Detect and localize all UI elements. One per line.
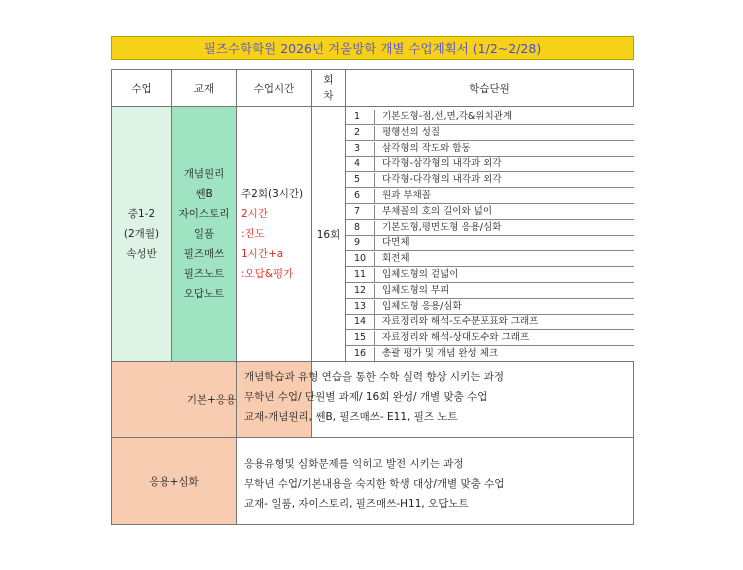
unit-number: 12: [354, 284, 367, 296]
textbook-item: 일품: [193, 228, 215, 240]
unit-divider: [374, 300, 375, 314]
unit-title: 부채꼴의 호의 길이와 넓이: [382, 205, 493, 217]
class-line-1: 중1-2: [127, 208, 156, 220]
unit-row: [346, 110, 634, 125]
track-desc-advanced: [236, 437, 634, 525]
unit-title: 회전체: [382, 253, 410, 265]
unit-divider: [374, 126, 375, 140]
unit-title: 삼각형의 작도와 합동: [382, 142, 471, 154]
unit-divider: [374, 347, 375, 362]
unit-title: 평행선의 성질: [382, 126, 441, 138]
unit-title: 기본도형-점,선,면,각&위치관계: [382, 111, 513, 122]
time-line: 2시간: [241, 208, 268, 220]
unit-row: [346, 173, 634, 188]
unit-number: 14: [354, 316, 367, 328]
unit-title: 원과 부채꼴: [382, 190, 431, 201]
units-cell: [345, 106, 634, 362]
class-line-2: (2개월): [123, 228, 160, 240]
time-line: :오답&평가: [241, 268, 294, 280]
unit-row: [346, 284, 634, 299]
unit-divider: [374, 221, 375, 235]
unit-title: 자료정리와 해석-도수분포표와 그래프: [382, 316, 539, 328]
unit-row: [346, 236, 634, 251]
unit-number: 13: [354, 300, 367, 312]
unit-number: 4: [354, 158, 361, 170]
unit-row: [346, 315, 634, 330]
time-line: 주2회(3시간): [241, 188, 304, 200]
unit-divider: [374, 110, 375, 124]
unit-title: 입체도형 응용/심화: [382, 300, 462, 312]
unit-title: 입체도형의 부피: [382, 284, 450, 296]
track-name-advanced: 응용+심화: [111, 437, 237, 525]
textbook-item: 개념원리: [183, 168, 225, 180]
course-class-cell: [111, 106, 172, 362]
class-time-cell: [236, 106, 312, 362]
unit-title: 기본도형,평면도형 응용/심화: [382, 221, 502, 233]
unit-divider: [374, 142, 375, 156]
unit-divider: [374, 315, 375, 329]
unit-number: 1: [354, 111, 361, 122]
track-desc-line: 무학년 수업/기본내용을 숙지한 학생 대상/개별 맞춤 수업: [244, 478, 505, 490]
unit-number: 9: [354, 237, 361, 249]
unit-divider: [374, 268, 375, 282]
unit-row: [346, 347, 634, 362]
track-desc-line: 개념학습과 유형 연습을 통한 수학 실력 향상 시키는 과정: [244, 371, 504, 383]
header-sessions: [311, 69, 346, 107]
unit-number: 16: [354, 348, 367, 359]
header-sessions-line1: 회: [323, 74, 334, 86]
header-sessions-line2: 차: [323, 90, 334, 102]
unit-title: 다각형-다각형의 내각과 외각: [382, 174, 502, 186]
unit-row: [346, 205, 634, 220]
textbook-item: 자이스토리: [178, 208, 230, 220]
unit-divider: [374, 284, 375, 298]
unit-number: 15: [354, 332, 367, 344]
unit-title: 총괄 평가 및 개념 완성 체크: [382, 348, 499, 359]
class-line-3: 속성반: [126, 248, 157, 260]
textbook-list-cell: [171, 106, 237, 362]
unit-row: [346, 268, 634, 283]
header-units: 학습단원: [345, 69, 634, 107]
unit-number: 8: [354, 221, 361, 233]
unit-number: 2: [354, 126, 361, 138]
unit-row: [346, 252, 634, 267]
unit-row: [346, 300, 634, 315]
track-name-basic: 기본+응용: [111, 361, 312, 438]
textbook-item: 필즈노트: [183, 268, 225, 280]
unit-row: [346, 221, 634, 236]
plan-title: 필즈수학학원 2026년 겨울방학 개별 수업계획서 (1/2~2/28): [111, 36, 634, 60]
track-desc-line: 응용유형및 심화문제를 익히고 발전 시키는 과정: [244, 458, 464, 470]
unit-row: [346, 142, 634, 157]
unit-title: 자료정리와 해석-상대도수와 그래프: [382, 332, 530, 344]
unit-number: 11: [354, 269, 367, 280]
unit-row: [346, 157, 634, 172]
unit-divider: [374, 157, 375, 171]
unit-divider: [374, 331, 375, 345]
unit-number: 10: [354, 253, 367, 265]
textbook-item: 쎈B: [195, 188, 213, 200]
header-class: 수업: [111, 69, 172, 107]
header-class-time: 수업시간: [236, 69, 312, 107]
track-desc-line: 교재- 일품, 자이스토리, 필즈매쓰-H11, 오답노트: [244, 498, 469, 510]
track-desc-line: 무학년 수업/ 단원별 과제/ 16회 완성/ 개별 맞춤 수업: [244, 391, 488, 403]
unit-row: [346, 331, 634, 346]
time-line: :진도: [241, 228, 265, 240]
unit-number: 5: [354, 174, 361, 186]
unit-divider: [374, 189, 375, 203]
unit-divider: [374, 252, 375, 266]
header-textbook: 교재: [171, 69, 237, 107]
unit-divider: [374, 236, 375, 250]
unit-number: 3: [354, 142, 361, 154]
unit-row: [346, 126, 634, 141]
unit-row: [346, 189, 634, 204]
unit-divider: [374, 205, 375, 219]
unit-title: 다각형-삼각형의 내각과 외각: [382, 158, 502, 170]
unit-number: 6: [354, 190, 361, 201]
textbook-item: 오답노트: [183, 288, 225, 300]
unit-title: 입체도형의 겉넓이: [382, 269, 459, 280]
sessions-cell: 16회: [311, 106, 346, 362]
unit-divider: [374, 173, 375, 187]
textbook-item: 필즈매쓰: [183, 248, 225, 260]
unit-number: 7: [354, 205, 361, 217]
track-desc-basic: [236, 361, 634, 438]
track-desc-line: 교재-개념원리, 쎈B, 필즈매쓰- E11, 필즈 노트: [244, 411, 458, 423]
time-line: 1시간+a: [241, 248, 284, 260]
unit-title: 다면체: [382, 237, 410, 249]
